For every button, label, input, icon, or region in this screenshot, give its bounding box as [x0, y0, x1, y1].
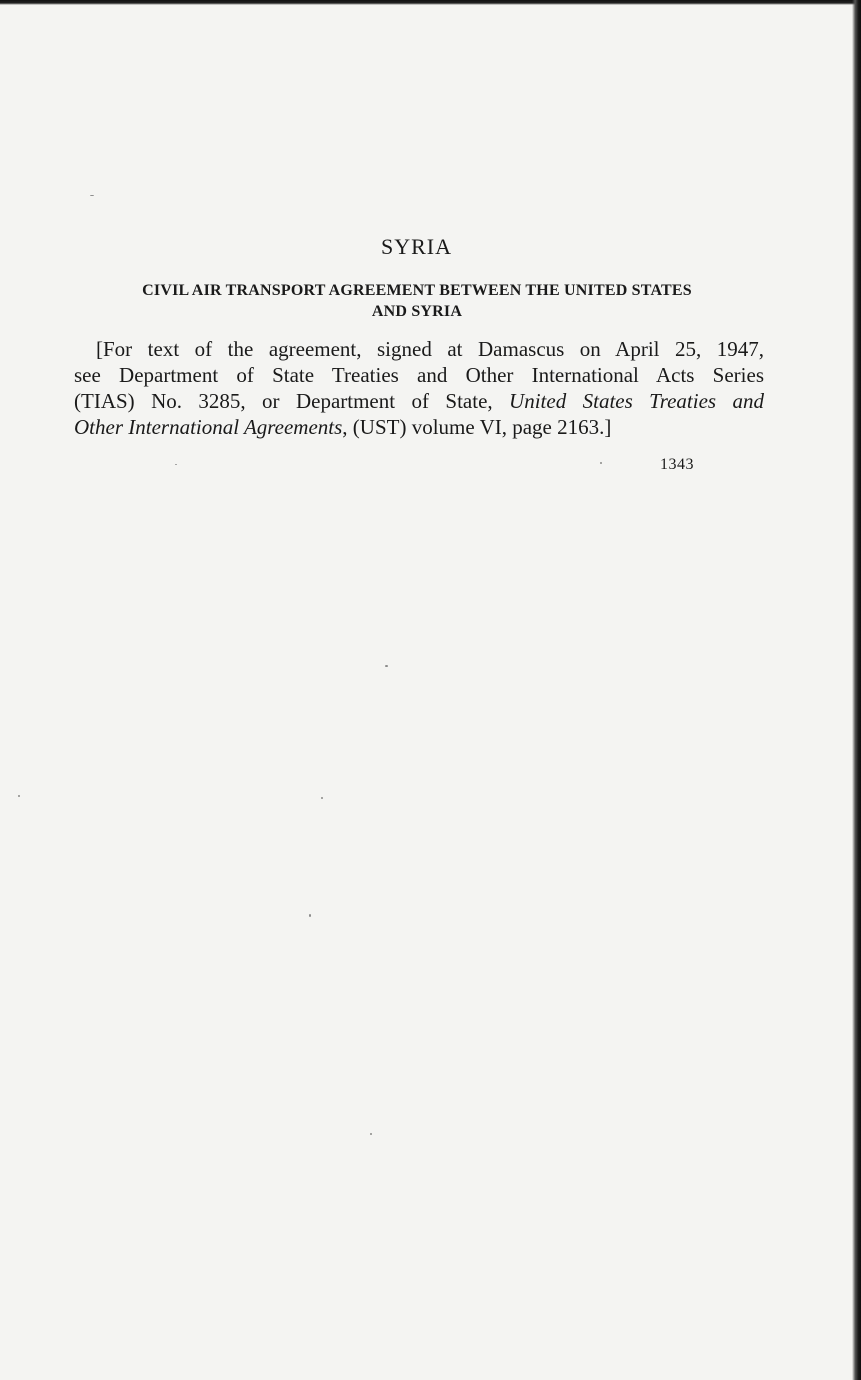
ust-title-italic-part-1: United States Treaties and: [509, 389, 764, 413]
scan-speck: [321, 797, 323, 799]
paragraph-line-4-text: , (UST) volume VI, page 2163.]: [342, 415, 612, 439]
paragraph-line-3-text: (TIAS) No. 3285, or Department of State,: [74, 389, 510, 413]
country-heading: SYRIA: [380, 234, 452, 259]
paragraph-line-4: [74, 414, 764, 440]
scan-speck: [175, 464, 177, 465]
paragraph-line-1: [For text of the agreement, signed at Damascus on April 25, 1947,: [96, 337, 764, 361]
paragraph-line-2: see Department of State Treaties and Other International Acts Series: [74, 363, 764, 387]
scan-speck: [385, 665, 388, 667]
agreement-title-line-1: CIVIL AIR TRANSPORT AGREEMENT BETWEEN THE UNITED STATES: [142, 282, 692, 299]
scan-speck: [18, 795, 20, 797]
paragraph-line-3: [74, 388, 764, 414]
scan-speck: [309, 914, 311, 917]
scan-speck: [90, 195, 94, 196]
scan-speck: [370, 1133, 372, 1135]
agreement-title-line-2: AND SYRIA: [371, 303, 463, 320]
agreement-reference-paragraph: [74, 336, 764, 440]
scan-speck: [600, 462, 602, 464]
page-number: 1343: [660, 456, 694, 473]
ust-title-italic-part-2: Other International Agreements: [74, 415, 343, 439]
agreement-title: [74, 280, 760, 322]
